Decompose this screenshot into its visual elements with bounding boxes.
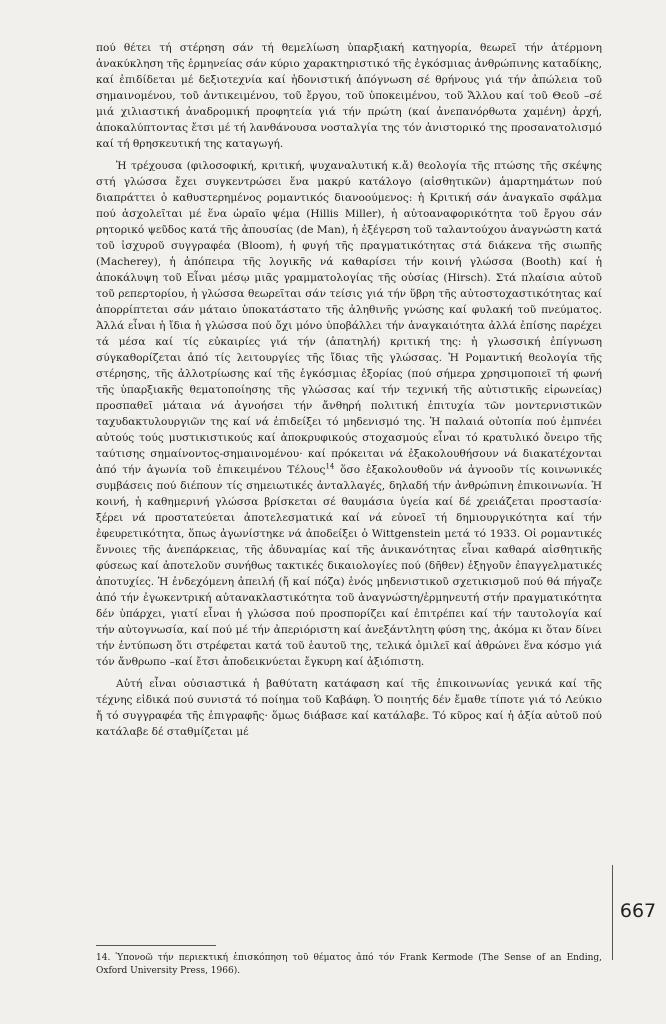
paragraph-2-part-a: Ἡ τρέχουσα (φιλοσοφική, κριτική, ψυχαναλυτική κ.ἄ) θεολογία τῆς πτώσης τῆς σκέψης στή γλώσσα ἔχει συγκεντρώσει ἕνα μακρύ κατάλογο (αἰσθητικῶν) ἁμαρτημάτων πού διαπράττει ὁ καθυστερημένος ρομαντικός διανοούμενος: ἡ Κριτική σάν ἀναγκαῖο σφάλμα πού ἀσχολεῖται μέ ἕνα ὡραῖο ψέμα (Hillis Miller), ἡ αὐτοαναφορικότητα τοῦ ἔργου σάν ρητορικό ψεῦδος κατά τῆς ἀπουσίας (de Man), ἡ ἐξέγερση τοῦ ταλαντούχου ἀναγνώστη κατά τοῦ ἰσχυροῦ συγγραφέα (Bloom), ἡ φυγή τῆς πραγματικότητας στά διάκενα τῆς σιωπῆς (Macherey), ἡ ἀπόπειρα τῆς λογικῆς νά καθαρίσει τήν κοινή γλώσσα (Booth) καί ἡ ἀποκάλυψη τοῦ Εἶναι μέσῳ μιᾶς γραμματολογίας τῆς οὐσίας (Hirsch). Στά πλαίσια αὐτοῦ τοῦ ρεπερτορίου, ἡ γλώσσα θεωρεῖται σάν τείσις γιά τήν ὕβρη τῆς αὐτοστοχαστικότητας καί ἀπορρίπτεται σάν μάταιο ὑποκατάστατο τῆς ἀληθινῆς γνώσης καί φυλακή τοῦ πνεύματος. Ἀλλά εἶναι ἡ ἴδια ἡ γλώσσα πού ὄχι μόνο ὑποβάλλει τήν ἀναγκαιότητα ἀλλά ἐπίσης παρέχει τά μέσα καί τίς εὐκαιρίες γιά τήν (ἀπατηλή) κριτική της: ἡ γλωσσική ἐπίγνωση σύγκαθορίζεται ἀπό τίς λειτουργίες τῆς ἴδιας τῆς γλώσσας. Ἡ Ρομαντική θεολογία τῆς στέρησης, τῆς ἀλλοτρίωσης καί τῆς ἐγκόσμιας ἐξορίας (πού σήμερα χρησιμοποιεῖ τή φωνή τῆς ὑπαρξιακῆς θεματοποίησης τῆς γλώσσας καί τήν τεχνική τῆς αὐτιστικῆς εἰρωνείας) προσπαθεῖ μάταια νά ἀγνοήσει τήν ἄνθηρή πολιτική ἐπιτυχία τῶν μοντερνιστικῶν ταχυδακτυλουργιῶν της καί νά ἐπιδείξει τό μηδενισμό της. Ἡ παλαιά οὐτοπία πού ἐμπνέει αὐτούς τούς μυστικιστικούς καί ἀποκρυφικούς στοχασμούς εἶναι τό κρατυλικό ὄνειρο τῆς ταύτισης σημαίνοντος-σημαινομένου· καί πρόκειται νά ἐξακολουθήσουν νά διακατέχονται ἀπό τήν ἀγωνία τοῦ ἐπικειμένου Τέλους bbox=[96, 160, 602, 476]
footnote-rule bbox=[96, 945, 216, 946]
body-text bbox=[96, 40, 602, 740]
footnote: 14. Ὑπονοῶ τήν περιεκτική ἐπισκόπηση τοῦ θέματος ἀπό τόν Frank Kermode (The Sense of an Ending, Oxford University Press, 1966). bbox=[96, 953, 602, 976]
page-number: 667 bbox=[619, 900, 657, 922]
paragraph-1: πού θέτει τή στέρηση σάν τή θεμελίωση ὑπαρξιακή κατηγορία, θεωρεῖ τήν ἀτέρμονη ἀνακύκληση τῆς ἑρμηνείας σάν κύριο χαρακτηριστικό τῆς ἐγκόσμιας ἀνθρώπινης καταδίκης, καί ἐπιδίδεται μέ δεξιοτεχνία καί ἡδονιστική ἀπόγνωση σέ θρήνους γιά τήν ἀπώλεια τοῦ σημαινομένου, τοῦ ἀντικειμένου, τοῦ ἔργου, τοῦ ὑποκειμένου, τοῦ Ἄλλου καί τοῦ Θεοῦ –σέ μιά χιλιαστική ἀναδρομική προφητεία γιά τήν πρώτη (καί ἀνεπανόρθωτα χαμένη) ἀρχή, ἀποκαλύπτοντας ἔτσι μέ τή λανθάνουσα νοσταλγία της τόν ἀνιστορικό της προσανατολισμό καί τή θρησκευτική της καταγωγή. bbox=[96, 42, 602, 150]
paragraph-3: Αὐτή εἶναι οὐσιαστικά ἡ βαθύτατη κατάφαση καί τῆς ἐπικοινωνίας γενικά καί τῆς τέχνης εἰδικά πού συνιστά τό ποίημα τοῦ Καβάφη. Ὁ ποιητής δέν ἔμαθε τίποτε γιά τό Λεύκιο ἤ τό συγγραφέα τῆς ἐπιγραφῆς· ὅμως διάβασε καί κατάλαβε. Τό κῦρος καί ἡ ἀξία αὐτοῦ πού κατάλαβε δέ σταθμίζεται μέ bbox=[96, 678, 602, 738]
paragraph-2 bbox=[96, 158, 602, 670]
paragraph-2-part-b: ὅσο ἐξακολουθοῦν νά ἀγνοοῦν τίς κοινωνικές συμβάσεις πού διέπουν τίς σημειωτικές ἀνταλλαγές, δηλαδή τήν ἀνθρώπινη ἐπικοινωνία. Ἡ κοινή, ἡ καθημερινή γλώσσα βρίσκεται σέ θαυμάσια ὑγεία καί δέ χρειάζεται προστασία· ξέρει νά προστατεύεται ἀποτελεσματικά καί νά εὐνοεῖ τή δημιουργικότητα καί τήν ἐφευρετικότητα, ὅπως ἀγωνίστηκε νά ἀποδείξει ὁ Wittgenstein μετά τό 1933. Οἱ ρομαντικές ἔννοιες τῆς ἀνεπάρκειας, τῆς ἀδυναμίας καί τῆς ἀνικανότητας εἶναι καθαρά αἰσθητικῆς φύσεως καί ἀποτελοῦν συνήθως τακτικές δικαιολογίες πού (δῆθεν) ἐξηγοῦν ἐπαγγελματικές ἀποτυχίες. Ἡ ἐνδεχόμενη ἀπειλή (ἤ καί πόζα) ἑνός μηδενιστικοῦ σχετικισμοῦ πού θά πήγαζε ἀπό τήν ἐγωκεντρική αὐτανακλαστικότητα τοῦ ἀναγνώστη/ἑρμηνευτή στήν πραγματικότητα δέν ὑπάρχει, γιατί εἶναι ἡ γλώσσα πού προσπορίζει καί ἐπιτρέπει καί τήν ταυτολογία καί τήν αὐτογνωσία, καί πού μέ τήν ἀπεριόριστη καί ἀνεξάντλητη φύση της, ἀκόμα κι ὅταν δίνει τήν ἐντύπωση ὅτι στρέφεται κατά τοῦ ἑαυτοῦ της, τελικά ὁμιλεῖ καί ἀθρώνει ἕνα κόσμο γιά τόν ἄνθρωπο –καί ἔτσι ἀποδεικνύεται ἔγκυρη καί ἀξιόπιστη. bbox=[96, 464, 602, 668]
page-number-rule bbox=[612, 865, 613, 960]
footnote-reference[interactable]: 14 bbox=[325, 462, 335, 471]
